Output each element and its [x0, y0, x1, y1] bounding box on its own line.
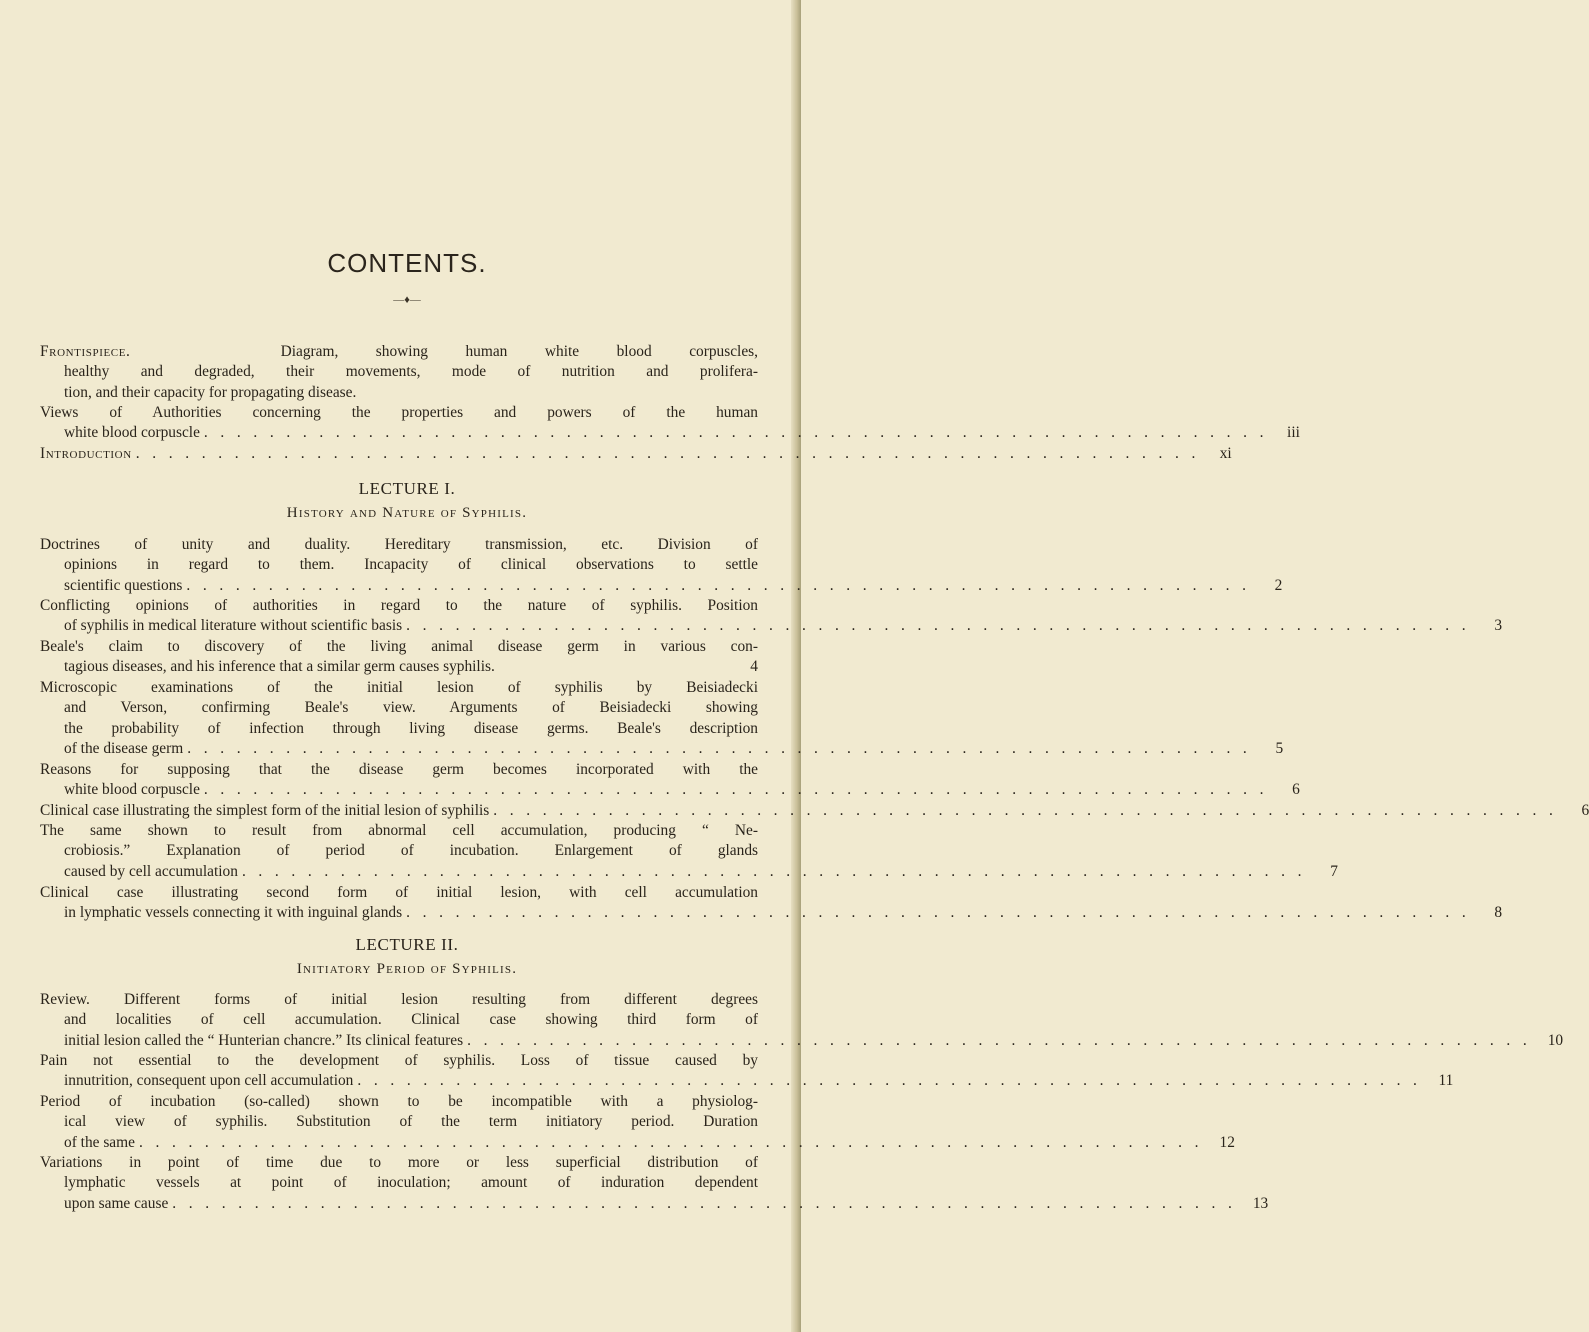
page-number: 10: [1547, 1031, 1564, 1049]
entry-text: scientific questions: [64, 576, 183, 594]
entry-text: Doctrines of unity and duality. Hereditary transmission, etc. Division of: [40, 536, 758, 553]
entry-text: Review. Different forms of initial lesion resulting from different degrees: [40, 991, 758, 1008]
entry-text: white blood corpuscle: [64, 424, 200, 442]
leader-dots: . . . . . . . . . . . . . . . . . . . . . . . . . . . . . . . . . . . . . . . . . . . . . . . . . . . . . . . . . . . . . . . . .: [203, 424, 1268, 442]
page-number: 5: [1275, 740, 1284, 758]
entry-text: The same shown to result from abnormal cell accumulation, producing “ Ne-: [40, 822, 758, 839]
entry-text: Diagram, showing human white blood corpuscles,: [280, 343, 758, 360]
leader-dots: . . . . . . . . . . . . . . . . . . . . . . . . . . . . . . . . . . . . . . . . . . . . . . . . . . . . . . . . . . . . . . . . .: [493, 802, 1558, 819]
entry-text: in lymphatic vessels connecting it with inguinal glands: [64, 904, 403, 922]
leader-dots: . . . . . . . . . . . . . . . . . . . . . . . . . . . . . . . . . . . . . . . . . . . . . . . . . . . . . . . . . . . . . . . . .: [203, 781, 1268, 799]
entry-text: Clinical case illustrating second form of initial lesion, with cell accumulation: [40, 884, 758, 901]
page-number: 12: [1219, 1133, 1235, 1151]
entry-text: tion, and their capacity for propagating disease.: [64, 383, 357, 401]
entry-lecture2-1: [40, 990, 1564, 1051]
entry-lecture2-4: [40, 1153, 1269, 1214]
entry-text: upon same cause: [64, 1194, 169, 1212]
entry-text: of the disease germ: [64, 740, 184, 758]
leader-dots: . . . . . . . . . . . . . . . . . . . . . . . . . . . . . . . . . . . . . . . . . . . . . . . . . . . . . . . . . . . . . . . . .: [406, 904, 1471, 922]
leader-dots: . . . . . . . . . . . . . . . . . . . . . . . . . . . . . . . . . . . . . . . . . . . . . . . . . . . . . . . . . . . . . . . . .: [357, 1072, 1422, 1090]
entry-text: Pain not essential to the development of syphilis. Loss of tissue caused by: [40, 1052, 758, 1069]
page-number: 11: [1438, 1072, 1454, 1090]
entry-lecture1-4: [40, 678, 1284, 760]
lecture-1-heading: LECTURE I.: [358, 479, 456, 498]
entry-lecture1-1: [40, 535, 1283, 596]
leader-dots: . . . . . . . . . . . . . . . . . . . . . . . . . . . . . . . . . . . . . . . . . . . . . . . . . . . . . . . . . . . . . . . . .: [406, 617, 1471, 635]
entry-lecture2-2: [40, 1051, 1454, 1092]
entry-text: Microscopic examinations of the initial lesion of syphilis by Beisiadecki: [40, 679, 758, 696]
entry-text: Conflicting opinions of authorities in regard to the nature of syphilis. Position: [40, 597, 758, 614]
entry-text: white blood corpuscle: [64, 781, 200, 799]
entry-text: crobiosis.” Explanation of period of incubation. Enlargement of glands: [64, 842, 758, 860]
leader-dots: . . . . . . . . . . . . . . . . . . . . . . . . . . . . . . . . . . . . . . . . . . . . . . . . . . . . . . . . . . . . . . . . .: [467, 1031, 1532, 1049]
lecture-2-subtitle: Initiatory Period of Syphilis.: [296, 961, 518, 977]
entry-text: Period of incubation (so-called) shown to be incompatible with a physiolog-: [40, 1093, 758, 1110]
entry-lecture1-8: [40, 883, 1503, 924]
leader-dots: . . . . . . . . . . . . . . . . . . . . . . . . . . . . . . . . . . . . . . . . . . . . . . . . . . . . . . . . . . . . . . . . .: [186, 576, 1251, 594]
page-number: 13: [1252, 1194, 1269, 1212]
lecture-1-subtitle: History and Nature of Syphilis.: [286, 505, 528, 521]
leader-dots: . . . . . . . . . . . . . . . . . . . . . . . . . . . . . . . . . . . . . . . . . . . . . . . . . . . . . . . . . . . . . . . . .: [241, 862, 1306, 880]
page-number: 6: [1581, 802, 1589, 819]
entry-lecture1-5: [40, 760, 1300, 801]
entry-text: Views of Authorities concerning the properties and powers of the human: [40, 404, 758, 421]
page-number: iii: [1287, 424, 1300, 442]
entry-text: Introduction: [40, 445, 132, 462]
entry-lecture2-3: [40, 1092, 1235, 1153]
entry-text: Clinical case illustrating the simplest form of the initial lesion of syphilis: [40, 802, 490, 819]
entry-text: the probability of infection through living disease germs. Beale's description: [64, 719, 758, 737]
entry-text: healthy and degraded, their movements, mode of nutrition and prolifera-: [64, 363, 758, 381]
leader-dots: . . . . . . . . . . . . . . . . . . . . . . . . . . . . . . . . . . . . . . . . . . . . . . . . . . . . . . . . . . . . . . . . .: [187, 740, 1252, 758]
frontispiece-label: Frontispiece.: [40, 343, 131, 360]
entry-lecture1-7: [40, 821, 1338, 882]
page-number: 3: [1494, 617, 1503, 635]
page-number: xi: [1219, 445, 1232, 462]
entry-introduction: [40, 444, 1232, 464]
entry-text: ical view of syphilis. Substitution of the term initiatory period. Duration: [64, 1113, 758, 1131]
entry-text: lymphatic vessels at point of inoculation; amount of induration dependent: [64, 1174, 758, 1192]
page-number: 8: [1494, 904, 1503, 922]
entry-lecture1-6: [40, 801, 1589, 821]
entry-frontispiece: [40, 342, 758, 403]
entry-text: and localities of cell accumulation. Clinical case showing third form of: [64, 1011, 758, 1029]
entry-text: of the same: [64, 1133, 135, 1151]
entry-lecture1-3: [40, 637, 758, 678]
lecture-2-heading: LECTURE II.: [355, 935, 459, 954]
leader-dots: . . . . . . . . . . . . . . . . . . . . . . . . . . . . . . . . . . . . . . . . . . . . . . . . . . . . . . . . . . . . . . . . .: [135, 445, 1200, 462]
entry-text: Variations in point of time due to more or less superficial distribution of: [40, 1154, 758, 1171]
entry-text: tagious diseases, and his inference that a similar germ causes syphilis.: [64, 658, 495, 676]
entry-text: Reasons for supposing that the disease germ becomes incorporated with the: [40, 761, 758, 778]
entry-text: Beale's claim to discovery of the living animal disease germ in various con-: [40, 638, 758, 655]
entry-text: of syphilis in medical literature without scientific basis: [64, 617, 403, 635]
page-number: 7: [1330, 862, 1338, 880]
page-title: CONTENTS.: [327, 248, 487, 278]
entry-text: caused by cell accumulation: [64, 862, 238, 880]
entry-text: and Verson, confirming Beale's view. Arguments of Beisiadecki showing: [64, 699, 758, 717]
leader-dots: . . . . . . . . . . . . . . . . . . . . . . . . . . . . . . . . . . . . . . . . . . . . . . . . . . . . . . . . . . . . . . . . .: [138, 1133, 1203, 1151]
page-number: 6: [1292, 781, 1300, 799]
page-number: 4: [750, 658, 758, 676]
leader-dots: . . . . . . . . . . . . . . . . . . . . . . . . . . . . . . . . . . . . . . . . . . . . . . . . . . . . . . . . . . . . . . . . .: [172, 1194, 1237, 1212]
entry-lecture1-2: [40, 596, 1503, 637]
entry-text: innutrition, consequent upon cell accumulation: [64, 1072, 354, 1090]
entry-text: initial lesion called the “ Hunterian chancre.” Its clinical features: [64, 1031, 464, 1049]
entry-views: [40, 403, 1300, 444]
page-number: 2: [1274, 576, 1283, 594]
title-ornament: —♦—: [393, 294, 421, 306]
entry-text: opinions in regard to them. Incapacity of clinical observations to settle: [64, 556, 758, 574]
